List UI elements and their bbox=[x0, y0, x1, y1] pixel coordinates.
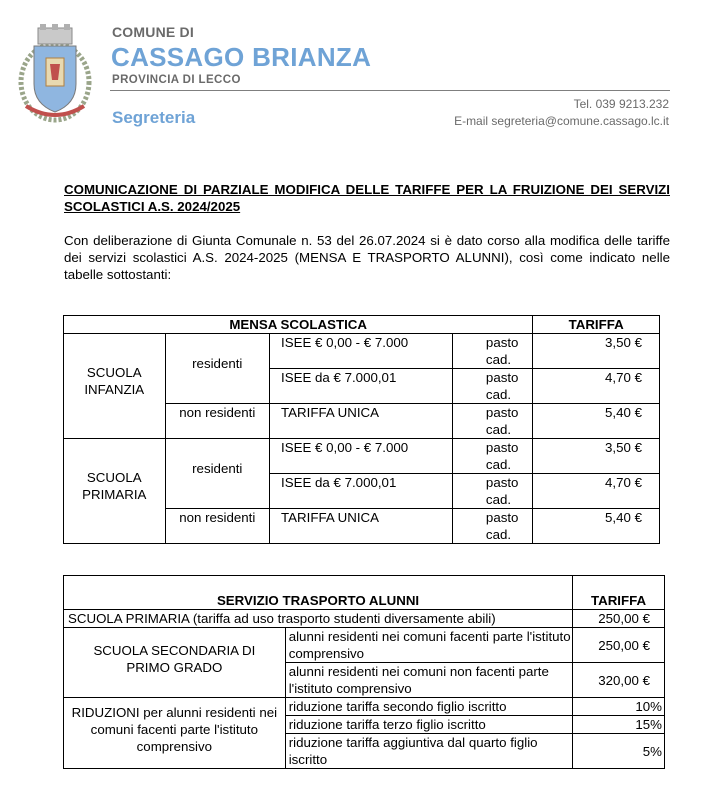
document-title: COMUNICAZIONE DI PARZIALE MODIFICA DELLE TARIFFE PER LA FRUIZIONE DEI SERVIZI SCOLASTICI A.S. 2024/2025 bbox=[64, 182, 670, 214]
letterhead bbox=[0, 0, 714, 140]
table-row bbox=[64, 610, 665, 628]
primaria-label: SCUOLA PRIMARIA (tariffa ad uso trasporto studenti diversamente abili) bbox=[64, 610, 573, 628]
table-row bbox=[64, 698, 665, 716]
tariff-price: 250,00 € bbox=[573, 628, 665, 663]
isee-range: TARIFFA UNICA bbox=[270, 404, 453, 439]
unit-label: pasto cad. bbox=[452, 404, 532, 439]
intro-paragraph: Con deliberazione di Giunta Comunale n. 53 del 26.07.2024 si è dato corso alla modifica delle tariffe dei servizi scolastici A.S. 2024-2025 (MENSA E TRASPORTO ALUNNI), così come indicato nelle tabelle sottostanti: bbox=[64, 233, 670, 282]
tariff-price: 5,40 € bbox=[533, 404, 660, 439]
tariff-price: 5,40 € bbox=[533, 509, 660, 544]
secondaria-desc: alunni residenti nei comuni non facenti parte l'istituto comprensivo bbox=[285, 663, 572, 698]
isee-range: ISEE € 0,00 - € 7.000 bbox=[270, 334, 453, 369]
residenti-label: residenti bbox=[165, 334, 270, 404]
riduzione-value: 10% bbox=[573, 698, 665, 716]
mensa-tariffa-header: TARIFFA bbox=[533, 316, 660, 334]
unit-label: pasto cad. bbox=[452, 439, 532, 474]
unit-label: pasto cad. bbox=[452, 509, 532, 544]
riduzione-value: 5% bbox=[573, 734, 665, 769]
tariff-price: 3,50 € bbox=[533, 439, 660, 474]
riduzione-desc: riduzione tariffa aggiuntiva dal quarto figlio iscritto bbox=[285, 734, 572, 769]
riduzione-desc: riduzione tariffa terzo figlio iscritto bbox=[285, 716, 572, 734]
table-row bbox=[64, 628, 665, 663]
unit-label: pasto cad. bbox=[452, 474, 532, 509]
trasporto-tariffa-header: TARIFFA bbox=[573, 576, 665, 610]
email-address: E-mail segreteria@comune.cassago.lc.it bbox=[454, 114, 669, 128]
comune-di-label: COMUNE DI bbox=[112, 24, 194, 40]
riduzione-desc: riduzione tariffa secondo figlio iscritto bbox=[285, 698, 572, 716]
isee-range: ISEE da € 7.000,01 bbox=[270, 474, 453, 509]
province-label: PROVINCIA DI LECCO bbox=[112, 74, 241, 86]
unit-label: pasto cad. bbox=[452, 369, 532, 404]
tariff-price: 250,00 € bbox=[573, 610, 665, 628]
city-name: CASSAGO BRIANZA bbox=[111, 42, 372, 72]
school-infanzia: SCUOLA INFANZIA bbox=[64, 334, 166, 439]
mensa-table bbox=[63, 315, 660, 544]
trasporto-table bbox=[63, 575, 665, 769]
non-residenti-label: non residenti bbox=[165, 404, 270, 439]
table-row bbox=[64, 439, 660, 474]
unit-label: pasto cad. bbox=[452, 334, 532, 369]
residenti-label: residenti bbox=[165, 439, 270, 509]
table-row bbox=[64, 334, 660, 369]
isee-range: ISEE € 0,00 - € 7.000 bbox=[270, 439, 453, 474]
secondaria-label: SCUOLA SECONDARIA DI PRIMO GRADO bbox=[64, 628, 286, 698]
non-residenti-label: non residenti bbox=[165, 509, 270, 544]
secondaria-desc: alunni residenti nei comuni facenti parte l'istituto comprensivo bbox=[285, 628, 572, 663]
mensa-header: MENSA SCOLASTICA bbox=[64, 316, 533, 334]
coat-of-arms-logo bbox=[16, 24, 94, 126]
isee-range: TARIFFA UNICA bbox=[270, 509, 453, 544]
tariff-price: 4,70 € bbox=[533, 369, 660, 404]
tariff-price: 320,00 € bbox=[573, 663, 665, 698]
office-name: Segreteria bbox=[112, 108, 196, 127]
phone-number: Tel. 039 9213.232 bbox=[573, 97, 669, 111]
trasporto-header: SERVIZIO TRASPORTO ALUNNI bbox=[64, 576, 573, 610]
header-divider bbox=[110, 90, 670, 91]
isee-range: ISEE da € 7.000,01 bbox=[270, 369, 453, 404]
school-primaria: SCUOLA PRIMARIA bbox=[64, 439, 166, 544]
riduzioni-label: RIDUZIONI per alunni residenti nei comuni facenti parte l'istituto comprensivo bbox=[64, 698, 286, 769]
riduzione-value: 15% bbox=[573, 716, 665, 734]
tariff-price: 4,70 € bbox=[533, 474, 660, 509]
tariff-price: 3,50 € bbox=[533, 334, 660, 369]
